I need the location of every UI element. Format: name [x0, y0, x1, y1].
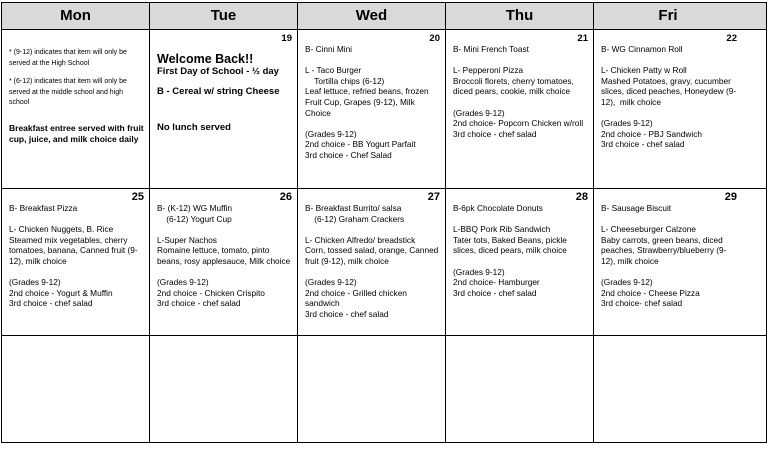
menu-line: Broccoli florets, cherry tomatoes, diced pears, cookie, milk choice: [453, 75, 577, 97]
line-spacer: [453, 256, 589, 267]
menu-line: (Grades 9-12): [157, 277, 209, 288]
menu-line: 2nd choice - Chicken Crispito: [157, 287, 265, 298]
menu-line: B- WG Cinnamon Roll: [601, 44, 683, 54]
menu-line: B- Breakfast Burrito/ salsa: [305, 203, 402, 213]
menu-line: 3rd choice - Chef Salad: [305, 149, 392, 160]
line-spacer: [9, 214, 145, 225]
breakfast-note: Breakfast entree served with fruit cup, juice, and milk choice daily: [9, 122, 144, 144]
menu-line: Baby carrots, green beans, diced peaches, Strawberry/blueberry (9-12), milk choice: [601, 234, 727, 266]
menu-line: 3rd choice - chef salad: [305, 308, 389, 319]
menu-line: 2nd choice - BB Yogurt Parfait: [305, 139, 416, 150]
empty-day-cell: [2, 336, 150, 442]
menu-line: Mashed Potatoes, gravy, cucumber slices, diced peaches, Honeydew (9-12), milk choice: [601, 75, 737, 107]
menu-line: 3rd choice- chef salad: [601, 298, 683, 309]
menu-line: Tater tots, Baked Beans, pickle slices, diced pears, milk choice: [453, 234, 570, 256]
menu-text: [157, 203, 293, 309]
note-high-school: * (9-12) indicates that item will only be served at the High School: [9, 49, 127, 67]
menu-line: Steamed mix vegetables, cherry tomatoes, banana, Canned fruit (9-12), milk choice: [9, 234, 138, 266]
menu-text: [305, 44, 441, 161]
week-row-2: [2, 189, 766, 336]
notes-cell: [2, 30, 150, 188]
menu-line: (Grades 9-12): [453, 107, 505, 118]
day-header-wed: Wed: [298, 3, 446, 29]
menu-line: L- Chicken Alfredo/ breadstick: [305, 234, 416, 245]
menu-line: 3rd choice - chef salad: [601, 139, 685, 150]
day-number: 25: [131, 191, 144, 203]
line-spacer: [453, 55, 589, 66]
menu-text: [9, 203, 145, 309]
line-spacer: [305, 55, 441, 66]
menu-line: 2nd choice- Popcorn Chicken w/roll: [453, 118, 584, 129]
menu-line: (6-12) Yogurt Cup: [157, 213, 232, 224]
menu-line: Tortilla chips (6-12): [305, 75, 385, 86]
menu-line: (Grades 9-12): [453, 266, 505, 277]
day-cell-21: [446, 30, 594, 188]
week-row-3: [2, 336, 766, 442]
menu-line: 3rd choice - chef salad: [157, 298, 241, 309]
empty-day-cell: [298, 336, 446, 442]
day-number: 26: [279, 191, 292, 203]
menu-line: 2nd choice - Cheese Pizza: [601, 287, 700, 298]
day-number: 19: [281, 33, 292, 44]
day-header-mon: Mon: [2, 3, 150, 29]
menu-line: (6-12) Graham Crackers: [305, 213, 405, 224]
line-spacer: [305, 267, 441, 278]
menu-line: B- (K-12) WG Muffin: [157, 203, 232, 213]
day-cell-27: [298, 189, 446, 335]
line-spacer: [157, 224, 293, 235]
menu-line: Romaine lettuce, tomato, pinto beans, rosy applesauce, Milk choice: [157, 245, 291, 266]
breakfast-item: B - Cereal w/ string Cheese: [157, 85, 280, 97]
day-number: 20: [429, 33, 440, 44]
line-spacer: [601, 108, 738, 119]
menu-text: [601, 203, 738, 309]
menu-text: [453, 203, 589, 298]
menu-text: [601, 44, 738, 150]
day-cell-22: [594, 30, 742, 188]
day-cell-20: [298, 30, 446, 188]
day-number: 27: [427, 191, 440, 203]
menu-line: (Grades 9-12): [305, 277, 357, 288]
menu-line: 2nd choice - Grilled chicken sandwich: [305, 287, 410, 309]
welcome-title: Welcome Back!!: [157, 52, 254, 66]
day-cell-28: [446, 189, 594, 335]
day-number: 28: [575, 191, 588, 203]
day-cell-26: [150, 189, 298, 335]
line-spacer: [9, 267, 145, 278]
menu-line: (Grades 9-12): [305, 128, 357, 139]
line-spacer: [601, 214, 738, 225]
menu-line: L - Taco Burger: [305, 65, 362, 76]
day-cell-25: [2, 189, 150, 335]
empty-day-cell: [446, 336, 594, 442]
menu-line: 3rd choice - chef salad: [9, 298, 93, 309]
menu-line: B-6pk Chocolate Donuts: [453, 203, 543, 213]
week-row-1: [2, 30, 766, 189]
menu-line: (Grades 9-12): [601, 118, 653, 129]
menu-line: L- Pepperoni Pizza: [453, 65, 524, 76]
menu-line: B- Cinni Mini: [305, 44, 353, 54]
menu-line: B- Breakfast Pizza: [9, 203, 78, 213]
no-lunch-text: No lunch served: [157, 121, 231, 133]
menu-line: 2nd choice - Yogurt & Muffin: [9, 287, 113, 298]
weekday-header: [2, 3, 766, 30]
menu-calendar: [1, 2, 767, 443]
day-number: 22: [726, 33, 737, 44]
menu-line: 2nd choice- Hamburger: [453, 277, 540, 288]
menu-text: [453, 44, 589, 139]
line-spacer: [601, 55, 738, 66]
day-header-thu: Thu: [446, 3, 594, 29]
menu-line: 3rd choice - chef salad: [453, 128, 537, 139]
day-header-fri: Fri: [658, 7, 678, 24]
line-spacer: [157, 267, 293, 278]
menu-line: L-Super Nachos: [157, 234, 217, 245]
day-header-tue: Tue: [150, 3, 298, 29]
note-middle-school: * (6-12) indicates that item will only be served at the middle school and high school: [9, 78, 127, 106]
menu-line: 3rd choice - chef salad: [453, 287, 537, 298]
line-spacer: [305, 224, 441, 235]
line-spacer: [601, 267, 738, 278]
menu-line: B- Sausage Biscuit: [601, 203, 672, 213]
menu-line: L-BBQ Pork Rib Sandwich: [453, 224, 551, 235]
day-number: 21: [577, 33, 588, 44]
menu-text: [305, 203, 441, 320]
line-spacer: [453, 214, 589, 225]
empty-day-cell: [150, 336, 298, 442]
menu-line: B- Mini French Toast: [453, 44, 529, 54]
day-cell-19: [150, 30, 298, 188]
day-cell-29: [594, 189, 742, 335]
empty-day-cell: [594, 336, 742, 442]
menu-line: L- Cheeseburger Calzone: [601, 224, 697, 235]
menu-line: Leaf lettuce, refried beans, frozen Fruit Cup, Grapes (9-12), Milk Choice: [305, 86, 431, 118]
menu-line: Corn, tossed salad, orange, Canned fruit (9-12), milk choice: [305, 245, 441, 266]
menu-line: (Grades 9-12): [601, 277, 653, 288]
menu-line: 2nd choice - PBJ Sandwich: [601, 128, 703, 139]
menu-line: L- Chicken Nuggets, B. Rice: [9, 224, 114, 235]
line-spacer: [305, 118, 441, 129]
line-spacer: [453, 97, 589, 108]
menu-line: L- Chicken Patty w Roll: [601, 65, 687, 76]
day-number: 29: [724, 191, 737, 203]
menu-line: (Grades 9-12): [9, 277, 61, 288]
first-day-text: First Day of School - ½ day: [157, 65, 279, 77]
